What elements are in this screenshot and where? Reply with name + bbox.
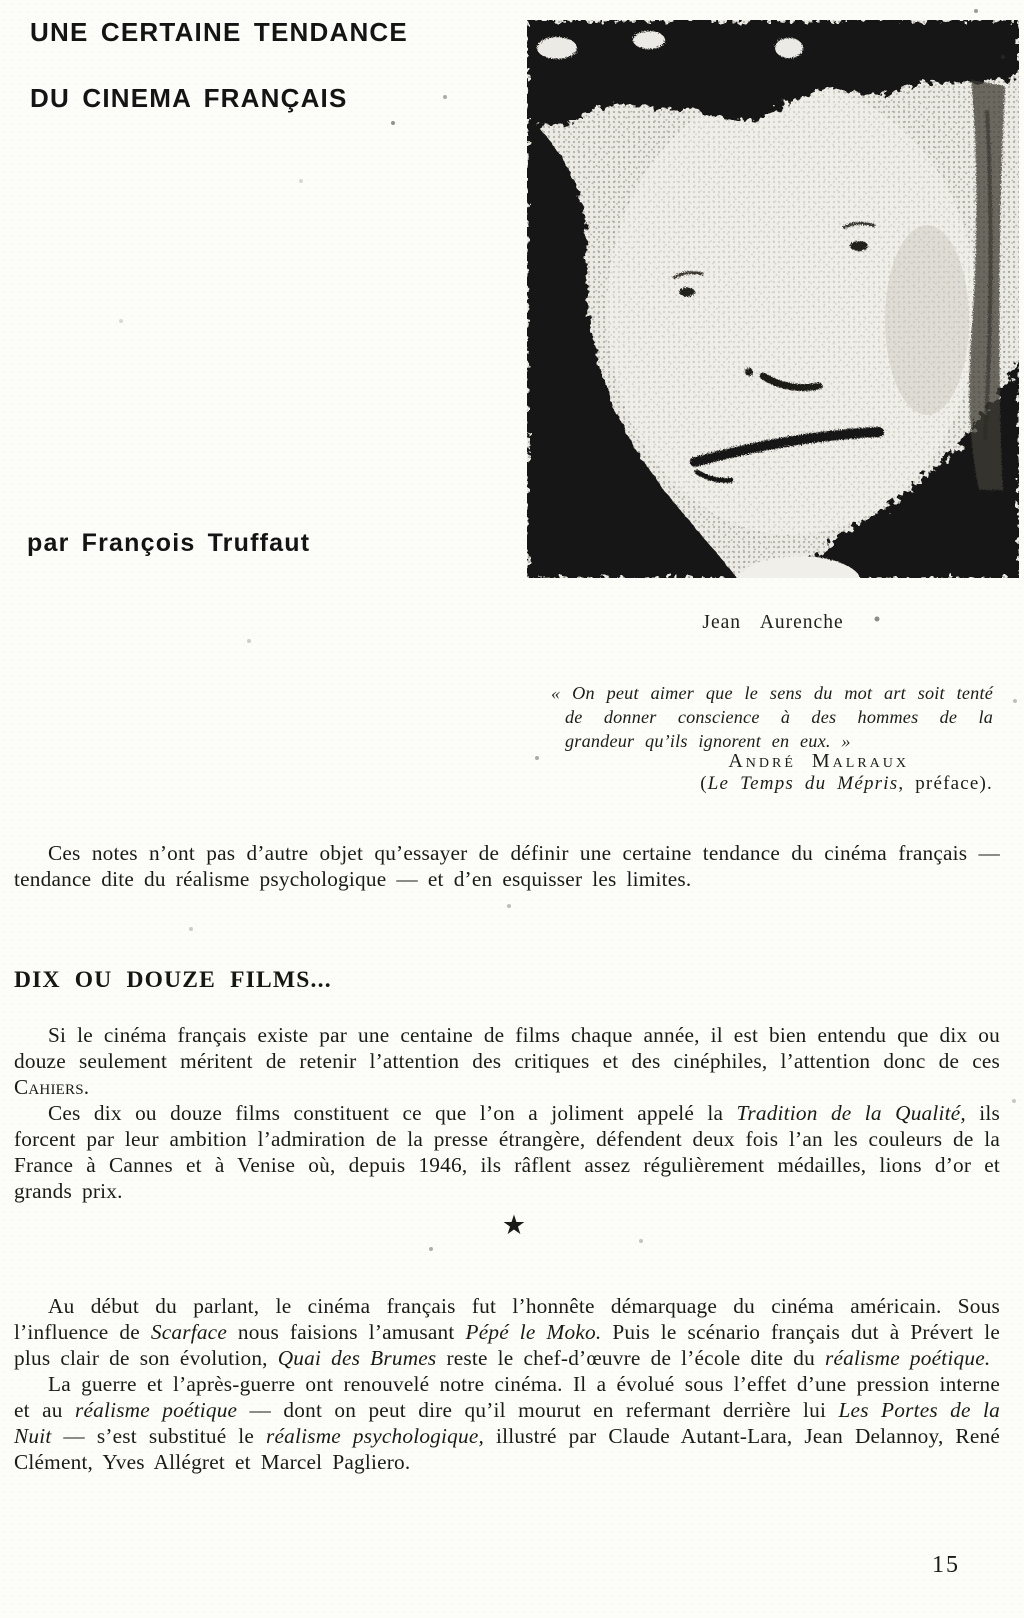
paragraph-guerre: La guerre et l’après-guerre ont renouvelé notre cinéma. Il a évolué sous l’effet d’une pression interne et au réalisme poétique — dont on peut dire qu’il mourut en refermant derrière lui Les Portes de la Nuit — s’est substitué le réalisme psychologique, illustré par Claude Autant-Lara, Jean Delannoy, René Clément, Yves Allégret et Marcel Pagliero. [14, 1372, 1000, 1474]
halftone-portrait-icon [527, 20, 1019, 578]
portrait-photo [527, 20, 1019, 578]
photo-caption: Jean Aurenche [702, 612, 844, 633]
closing-paragraphs [14, 1293, 1000, 1475]
paragraph-tradition-qualite: Ces dix ou douze films constituent ce que l’on a joliment appelé la Tradition de la Qualité, ils forcent par leur ambition l’admiration de la presse étrangère, défendent deux fois l’an les couleurs de la France à Cannes et à Venise où, depuis 1946, ils râflent assez régulièrement médailles, lions d’or et grands prix. [14, 1101, 1000, 1203]
section-heading: DIX OU DOUZE FILMS... [14, 967, 332, 993]
byline: par François Truffaut [27, 529, 311, 557]
section-paragraphs [14, 1022, 1000, 1204]
intro-paragraph: Ces notes n’ont pas d’autre objet qu’essayer de définir une certaine tendance du cinéma français — tendance dite du réalisme psychologique — et d’en esquisser les limites. [14, 841, 1000, 891]
scan-noise-specks [0, 0, 2, 2]
star-divider-icon: ★ [501, 1210, 527, 1241]
article-title-line1: UNE CERTAINE TENDANCE [30, 17, 408, 47]
epigraph-attribution: André Malraux [728, 750, 909, 772]
page-number: 15 [932, 1552, 960, 1578]
epigraph-source: (Le Temps du Mépris, préface). [700, 773, 993, 794]
article-title-line2: DU CINEMA FRANÇAIS [30, 83, 348, 113]
epigraph-quote: « On peut aimer que le sens du mot art soit tenté de donner conscience à des hommes de la grandeur qu’ils ignorent en eux. » [551, 683, 993, 751]
paragraph-debut-parlant: Au début du parlant, le cinéma français fut l’honnête démarquage du cinéma américain. Sous l’influence de Scarface nous faisions l’amusant Pépé le Moko. Puis le scénario français dut à Prévert le plus clair de son évolution, Quai des Brumes reste le chef-d’œuvre de l’école dite du réalisme poétique. [14, 1294, 1000, 1370]
paragraph-dix-films: Si le cinéma français existe par une centaine de films chaque année, il est bien entendu que dix ou douze seulement méritent de retenir l’attention des critiques et des cinéphiles, l’attention donc de ces Cahiers. [14, 1023, 1000, 1099]
